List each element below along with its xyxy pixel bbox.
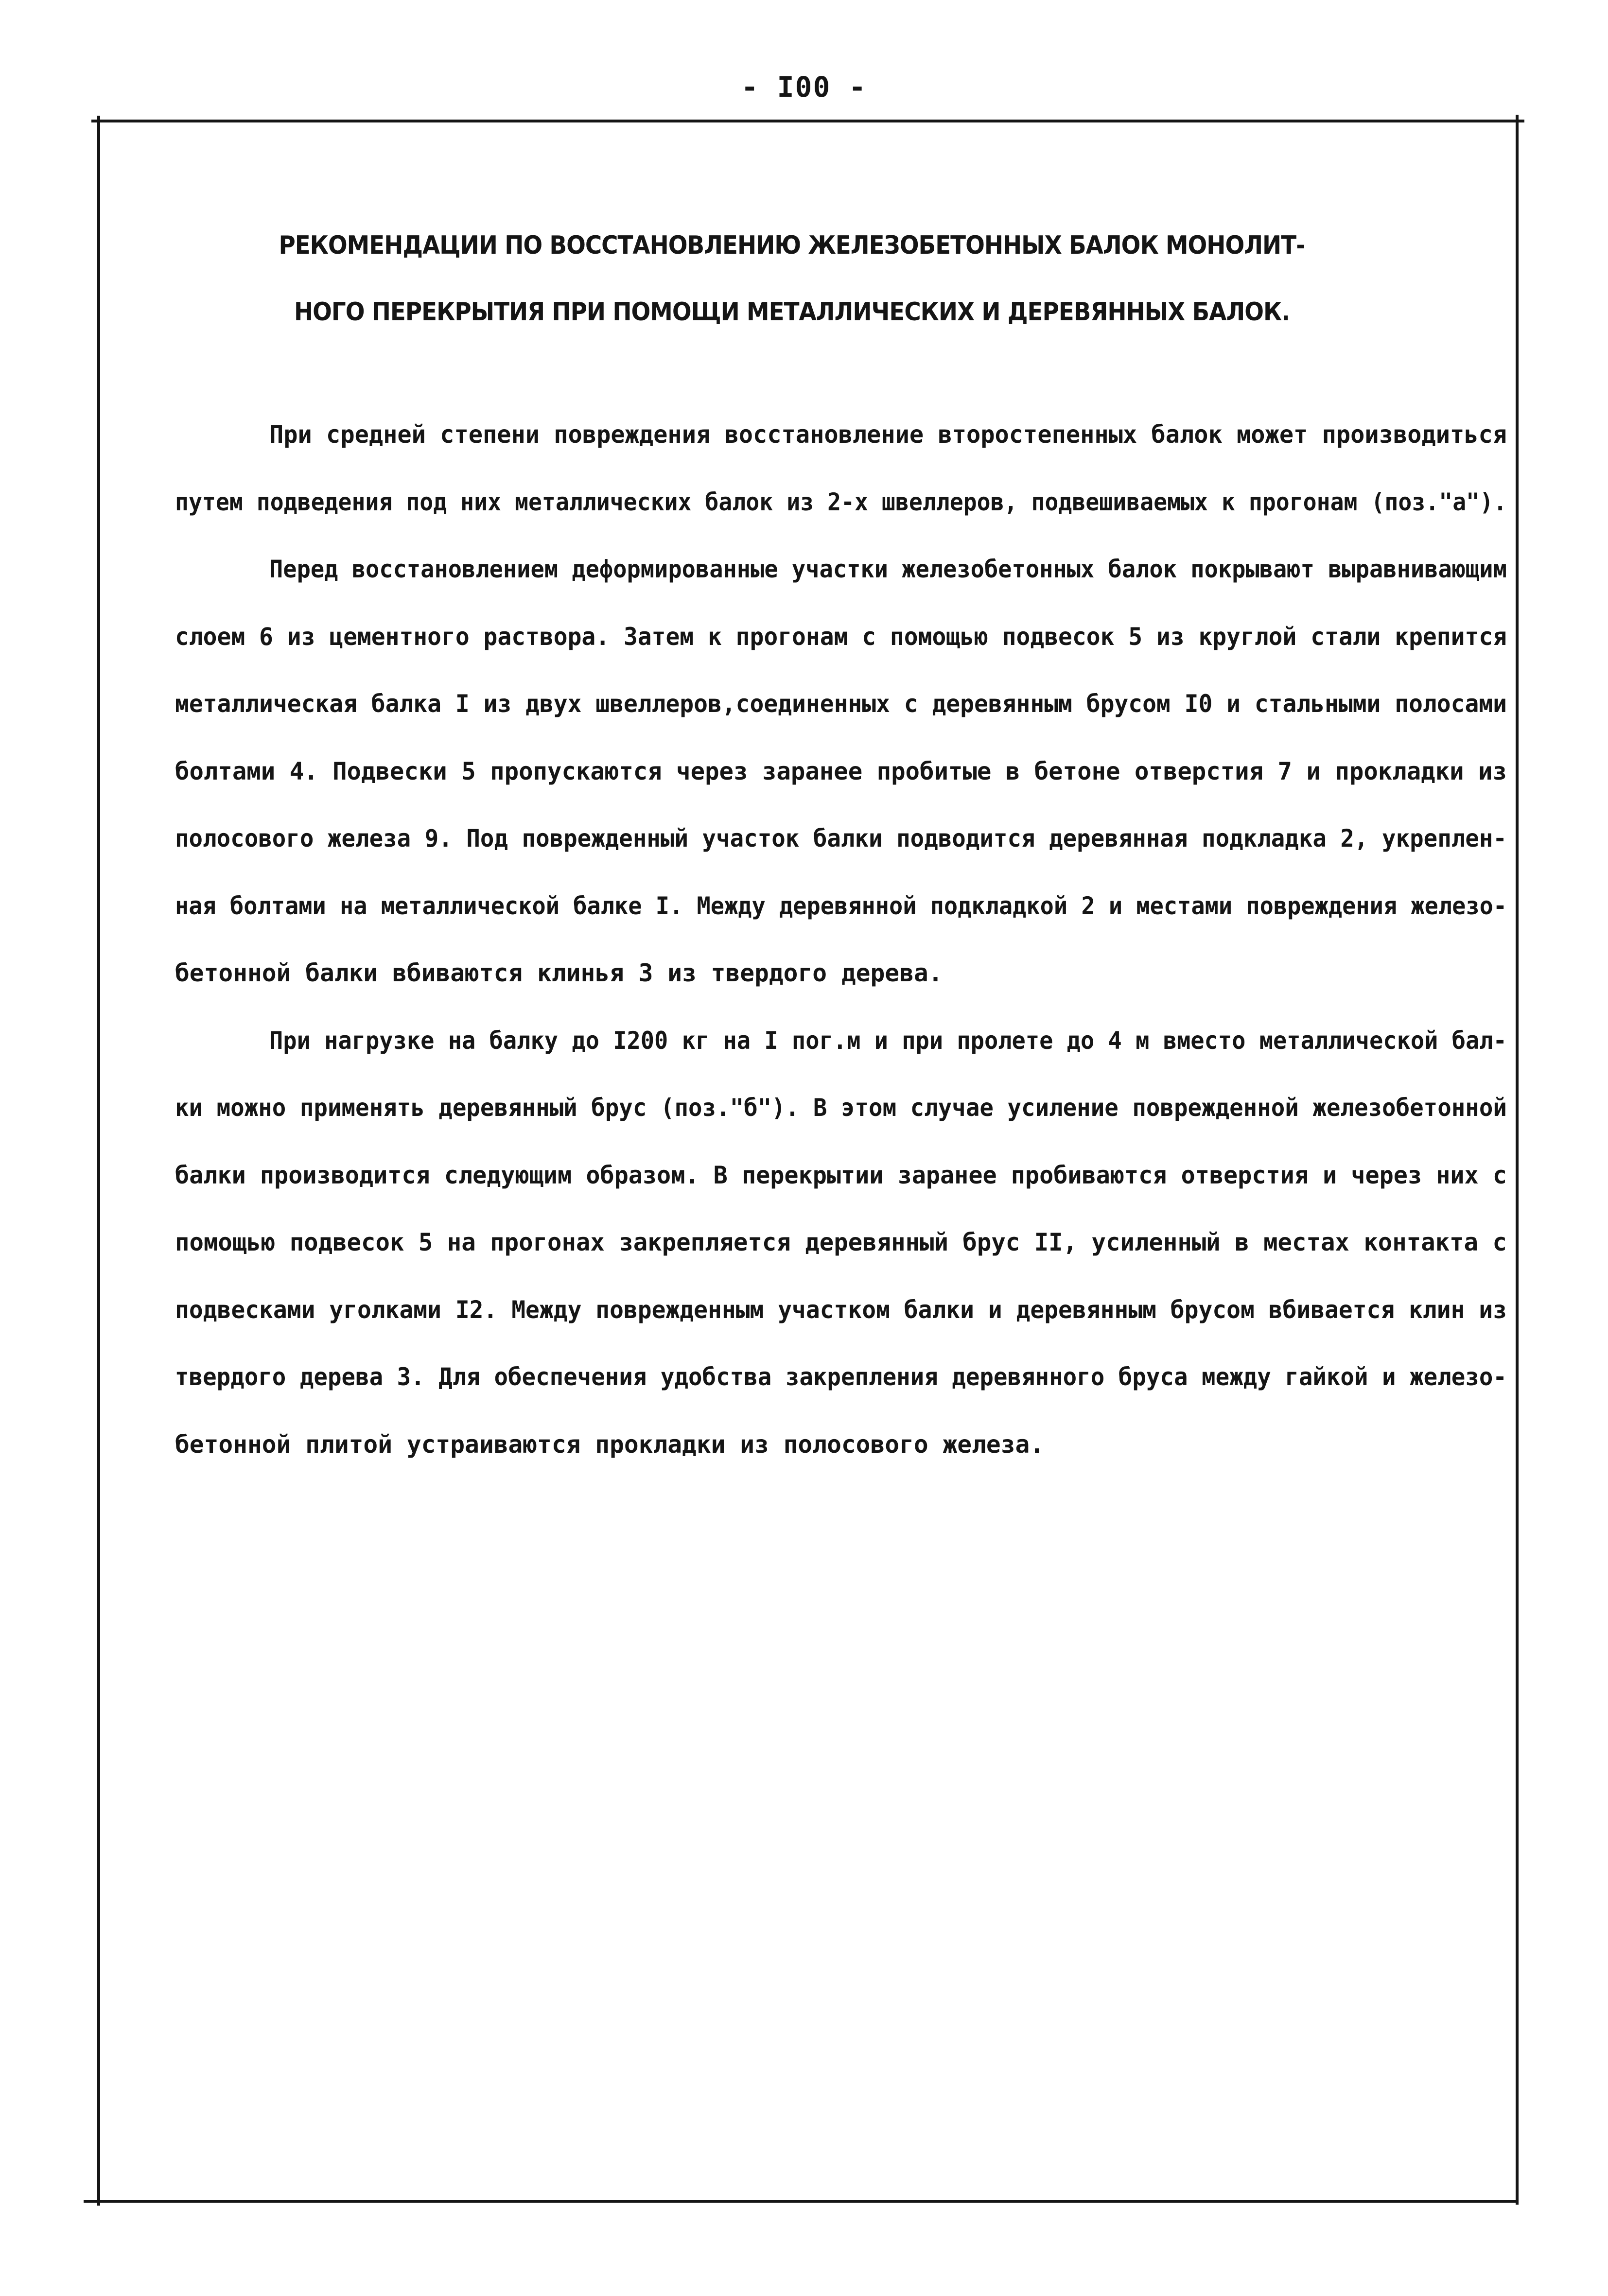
- page-number: - I00 -: [741, 70, 867, 104]
- frame-top-rule: [91, 120, 1524, 122]
- paragraph-3-line-1: При нагрузке на балку до I200 кг на I пог.м и при пролете до 4 м вместо металлической бал-: [269, 1026, 1507, 1055]
- paragraph-3-line-3: балки производится следующим образом. В перекрытии заранее пробиваются отверстия и через них с: [175, 1161, 1507, 1189]
- frame-right-rule: [1516, 115, 1519, 2205]
- paragraph-3-line-7: бетонной плитой устраиваются прокладки из полосового железа.: [175, 1430, 1045, 1459]
- paragraph-2-line-4: болтами 4. Подвески 5 пропускаются через заранее пробитые в бетоне отверстия 7 и прокладки из: [175, 757, 1507, 785]
- paragraph-3-line-2: ки можно применять деревянный брус (поз."б"). В этом случае усиление поврежденной железобетонной: [175, 1094, 1507, 1122]
- paragraph-2-line-3: металлическая балка I из двух швеллеров,соединенных с деревянным брусом I0 и стальными полосами: [175, 690, 1507, 718]
- paragraph-3-line-4: помощью подвесок 5 на прогонах закрепляется деревянный брус II, усиленный в местах контакта с: [175, 1228, 1507, 1256]
- paragraph-2-line-7: бетонной балки вбиваются клинья 3 из твердого дерева.: [175, 959, 943, 987]
- paragraph-2-line-5: полосового железа 9. Под поврежденный участок балки подводится деревянная подкладка 2, укреплен-: [175, 824, 1507, 852]
- heading-line-1: РЕКОМЕНДАЦИИ ПО ВОССТАНОВЛЕНИЮ ЖЕЛЕЗОБЕТОННЫХ БАЛОК МОНОЛИТ-: [279, 231, 1305, 260]
- heading-line-2: НОГО ПЕРЕКРЫТИЯ ПРИ ПОМОЩИ МЕТАЛЛИЧЕСКИХ И ДЕРЕВЯННЫХ БАЛОК.: [294, 297, 1290, 327]
- paragraph-2-line-1: Перед восстановлением деформированные участки железобетонных балок покрывают выравнивающим: [269, 555, 1507, 583]
- frame-bottom-rule: [84, 2200, 1517, 2203]
- paragraph-3-line-5: подвесками уголками I2. Между поврежденным участком балки и деревянным брусом вбивается клин из: [175, 1296, 1507, 1324]
- frame-left-rule: [97, 116, 100, 2206]
- paragraph-2-line-2: слоем 6 из цементного раствора. Затем к прогонам с помощью подвесок 5 из круглой стали крепится: [175, 623, 1507, 651]
- paragraph-1-line-1: При средней степени повреждения восстановление второстепенных балок может производиться: [269, 420, 1507, 449]
- paragraph-3-line-6: твердого дерева 3. Для обеспечения удобства закрепления деревянного бруса между гайкой и железо-: [175, 1363, 1507, 1391]
- paragraph-2-line-6: ная болтами на металлической балке I. Между деревянной подкладкой 2 и местами повреждения железо-: [175, 892, 1507, 920]
- paragraph-1-line-2: путем подведения под них металлических балок из 2-х швеллеров, подвешиваемых к прогонам (поз."а").: [175, 488, 1507, 516]
